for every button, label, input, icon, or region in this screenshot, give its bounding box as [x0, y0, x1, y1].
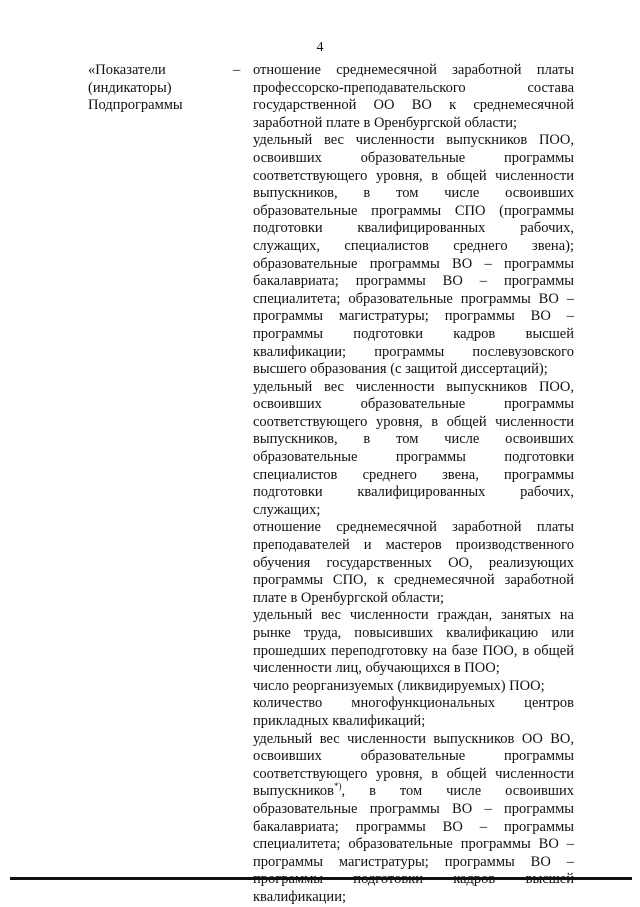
- page-number: 4: [316, 40, 324, 55]
- indicator-paragraph: число реорганизуемых (ликвидируемых) ПОО;: [253, 677, 545, 694]
- indicators-label: [88, 62, 218, 115]
- indicator-paragraph: количество многофункциональных центров прикладных квалификаций;: [253, 695, 574, 729]
- footnote-mark: *): [334, 781, 342, 792]
- separator-dash: –: [233, 62, 241, 78]
- indicator-paragraph: отношение среднемесячной заработной платы профессорско-преподавательского состава государственной ОО ВО к среднемесячной заработной плате в Оренбургской области;: [253, 62, 574, 131]
- indicators-label-line-3: Подпрограммы: [88, 97, 183, 114]
- bottom-rule: [10, 877, 632, 880]
- indicator-paragraph: удельный вес численности выпускников ПОО, освоивших образовательные программы соответствующего уровня, в общей численности выпускников, в том числе освоивших образовательные программы подготовки специалистов среднего звена, программы подготовки квалифицированных рабочих, служащих;: [253, 378, 574, 518]
- indicator-paragraph: отношение среднемесячной заработной платы преподавателей и мастеров производственного обучения государственных ОО, реализующих программы СПО, к среднемесячной заработной плате в Оренбургской области;: [253, 519, 574, 606]
- indicator-paragraph-footnoted: [253, 731, 574, 907]
- indicator-paragraph: удельный вес численности выпускников ПОО, освоивших образовательные программы соответствующего уровня, в общей численности выпускников, в том числе освоивших образовательные программы СПО (программы подготовки квалифицированных рабочих, служащих, специалистов среднего звена); образовательные программы ВО – программы бакалавриата; программы ВО – программы специалитета; образовательные программы ВО – программы магистратуры; программы ВО – программы подготовки кадров высшей квалификации; программы послевузовского высшего образования (с защитой диссертаций);: [253, 132, 574, 378]
- indicators-label-line-2: (индикаторы): [88, 79, 172, 96]
- indicators-list: [253, 62, 574, 907]
- paragraph-text-start: удельный вес численности выпускников ОО ВО, освоивших образовательные программы соответствующего уровня, в общей численности выпускников: [253, 730, 574, 800]
- indicators-label-line-1: «Показатели: [88, 62, 166, 78]
- paragraph-text-end: , в том числе освоивших образовательные программы ВО – программы бакалавриата; программы ВО – программы специалитета; образовательные программы ВО – программы магистратуры; программы ВО – квалификации;: [253, 783, 574, 905]
- indicator-paragraph: удельный вес численности граждан, занятых на рынке труда, повысивших квалификацию или прошедших переподготовку на базе ПОО, в общей численности лиц, обучающихся в ПОО;: [253, 607, 574, 677]
